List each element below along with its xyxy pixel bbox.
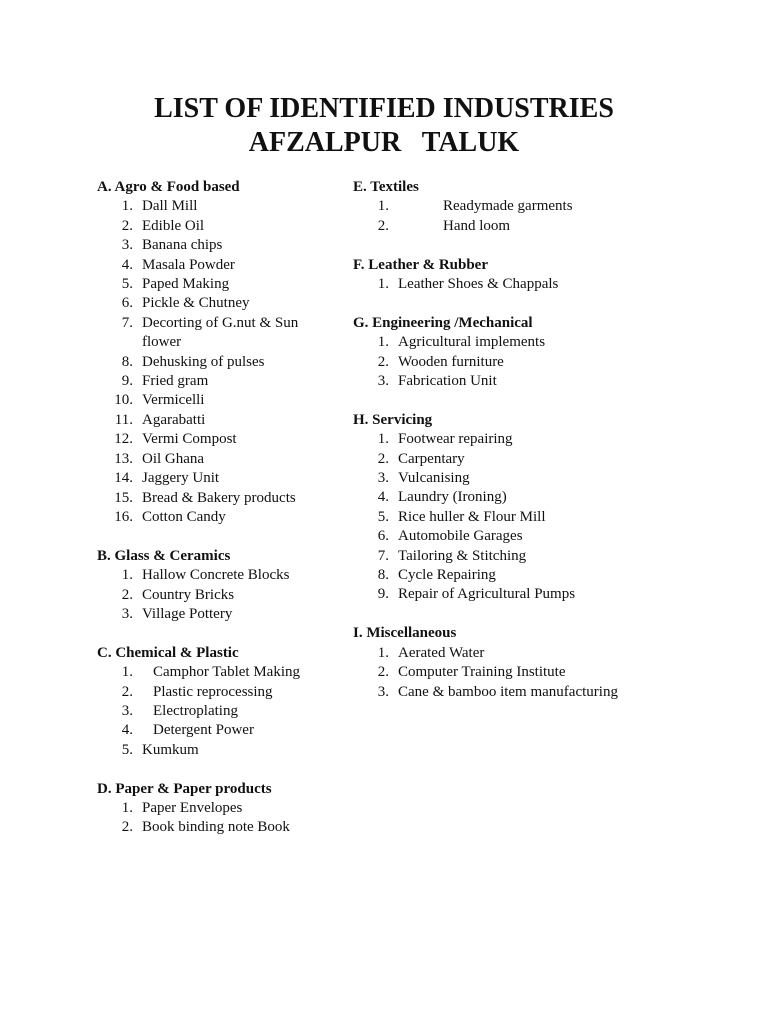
section-a: [97, 178, 337, 527]
item-number: 1.: [377, 276, 389, 293]
item-number: 15.: [114, 489, 133, 506]
industry-list: [353, 197, 633, 236]
item-number: 1.: [377, 198, 389, 215]
item-text: Cycle Repairing: [398, 567, 496, 584]
list-item: [353, 566, 633, 585]
item-text: Country Bricks: [142, 586, 235, 603]
item-number: 8.: [121, 353, 133, 370]
list-item: [97, 566, 337, 585]
item-number: 6.: [377, 528, 389, 545]
item-text: Wooden furniture: [398, 353, 504, 370]
section-heading: D. Paper & Paper products: [97, 780, 272, 797]
item-text: Computer Training Institute: [398, 664, 566, 681]
item-number: 11.: [114, 411, 133, 428]
item-text: Leather Shoes & Chappals: [398, 276, 559, 293]
item-number: 4.: [121, 722, 133, 739]
item-number: 3.: [121, 237, 133, 254]
item-text: Plastic reprocessing: [153, 683, 273, 700]
item-text: Repair of Agricultural Pumps: [398, 586, 576, 603]
industry-list: [97, 566, 337, 624]
item-text: Pickle & Chutney: [142, 295, 250, 312]
list-item: [97, 430, 337, 449]
list-item: [353, 275, 633, 294]
list-item: [353, 197, 633, 216]
industry-list: [353, 644, 633, 702]
industry-list: [97, 197, 337, 527]
list-item: [97, 294, 337, 313]
item-number: 9.: [377, 586, 389, 603]
item-text: Banana chips: [142, 237, 223, 254]
item-number: 1.: [121, 799, 133, 816]
section-g: [353, 314, 633, 392]
item-text: Dall Mill: [142, 198, 198, 215]
industry-list: [353, 430, 633, 605]
list-item: [97, 353, 337, 372]
list-item: [353, 353, 633, 372]
item-text: Paper Envelopes: [142, 799, 243, 816]
item-text: Camphor Tablet Making: [153, 664, 300, 681]
item-number: 2.: [377, 353, 389, 370]
item-number: 1.: [377, 644, 389, 661]
item-text: Agarabatti: [142, 411, 206, 428]
list-item: [97, 721, 337, 740]
list-item: [97, 275, 337, 294]
item-number: 3.: [377, 470, 389, 487]
list-item: [353, 488, 633, 507]
item-number: 2.: [121, 683, 133, 700]
industry-list: [353, 275, 633, 294]
item-text: Detergent Power: [153, 722, 254, 739]
item-text: Automobile Garages: [398, 528, 523, 545]
item-text: Rice huller & Flour Mill: [398, 508, 546, 525]
list-item: [97, 663, 337, 682]
list-item: [353, 683, 633, 702]
list-item: [353, 372, 633, 391]
section-h: [353, 411, 633, 605]
item-number: 16.: [114, 508, 133, 525]
item-text: Oil Ghana: [142, 450, 205, 467]
industry-list: [97, 663, 337, 760]
industry-list: [97, 799, 337, 838]
item-text: Agricultural implements: [398, 334, 546, 351]
item-text: Carpentary: [398, 450, 465, 467]
right-column: [353, 178, 633, 721]
item-text: Masala Powder: [142, 256, 235, 273]
item-text: Hallow Concrete Blocks: [142, 567, 290, 584]
list-item: [97, 799, 337, 818]
list-item: [97, 391, 337, 410]
list-item: [353, 333, 633, 352]
list-item: [97, 586, 337, 605]
left-column: [97, 178, 337, 857]
item-text: Kumkum: [142, 741, 199, 758]
section-heading: F. Leather & Rubber: [353, 256, 488, 273]
list-item: [97, 508, 337, 527]
list-item: [353, 217, 633, 236]
item-number: 5.: [121, 741, 133, 758]
item-text: Fabrication Unit: [398, 373, 497, 390]
section-heading: I. Miscellaneous: [353, 625, 457, 642]
title-line-1: LIST OF IDENTIFIED INDUSTRIES: [154, 93, 614, 124]
list-item: [353, 547, 633, 566]
item-number: 6.: [121, 295, 133, 312]
list-item: [97, 450, 337, 469]
item-number: 2.: [121, 819, 133, 836]
list-item: [353, 469, 633, 488]
section-heading: A. Agro & Food based: [97, 179, 240, 195]
item-number: 3.: [377, 373, 389, 390]
item-number: 5.: [377, 508, 389, 525]
section-heading: C. Chemical & Plastic: [97, 644, 239, 661]
section-i: [353, 624, 633, 702]
list-item: [97, 314, 337, 353]
list-item: [353, 450, 633, 469]
list-item: [97, 702, 337, 721]
item-text: Aerated Water: [398, 644, 485, 661]
item-number: 7.: [377, 547, 389, 564]
section-heading: B. Glass & Ceramics: [97, 547, 231, 564]
section-e: [353, 178, 633, 236]
list-item: [97, 818, 337, 837]
item-number: 3.: [121, 605, 133, 622]
section-heading: G. Engineering /Mechanical: [353, 314, 533, 331]
section-d: [97, 780, 337, 838]
item-text: Electroplating: [153, 702, 238, 719]
list-item: [97, 741, 337, 760]
item-text: Vulcanising: [398, 470, 470, 487]
list-item: [353, 508, 633, 527]
item-number: 2.: [121, 217, 133, 234]
document-title: [0, 92, 768, 160]
item-text: Cane & bamboo item manufacturing: [398, 683, 618, 700]
item-text: Fried gram: [142, 373, 209, 390]
item-text: Village Pottery: [142, 605, 233, 622]
item-number: 1.: [121, 198, 133, 215]
section-heading: H. Servicing: [353, 411, 433, 428]
item-number: 1.: [377, 431, 389, 448]
list-item: [97, 197, 337, 216]
section-b: [97, 547, 337, 625]
item-number: 5.: [121, 276, 133, 293]
section-f: [353, 256, 633, 295]
industry-list: [353, 333, 633, 391]
item-text: Bread & Bakery products: [142, 489, 296, 506]
item-number: 3.: [377, 683, 389, 700]
list-item: [353, 585, 633, 604]
item-number: 2.: [377, 664, 389, 681]
list-item: [353, 644, 633, 663]
section-heading: E. Textiles: [353, 179, 419, 195]
item-number: 2.: [377, 217, 389, 234]
item-text: Footwear repairing: [398, 431, 513, 448]
item-number: 8.: [377, 567, 389, 584]
list-item: [353, 430, 633, 449]
item-text: Dehusking of pulses: [142, 353, 265, 370]
item-text: Tailoring & Stitching: [398, 547, 527, 564]
item-number: 1.: [121, 567, 133, 584]
list-item: [97, 489, 337, 508]
item-text: Edible Oil: [142, 217, 205, 234]
item-text: Vermicelli: [142, 392, 205, 409]
item-number: 1.: [121, 664, 133, 681]
item-number: 1.: [377, 334, 389, 351]
item-text: Readymade garments: [443, 198, 573, 215]
item-number: 14.: [114, 470, 133, 487]
list-item: [353, 527, 633, 546]
list-item: [97, 256, 337, 275]
item-number: 9.: [121, 373, 133, 390]
title-line-2: AFZALPUR TALUK: [248, 127, 520, 158]
item-number: 4.: [377, 489, 389, 506]
item-number: 10.: [114, 392, 133, 409]
list-item: [97, 372, 337, 391]
item-text: Vermi Compost: [142, 431, 237, 448]
item-text: Decorting of G.nut & Sun flower: [142, 314, 299, 351]
item-text: Jaggery Unit: [142, 470, 220, 487]
item-text: Book binding note Book: [142, 819, 290, 836]
item-number: 2.: [121, 586, 133, 603]
list-item: [353, 663, 633, 682]
item-number: 13.: [114, 450, 133, 467]
list-item: [97, 236, 337, 255]
list-item: [97, 469, 337, 488]
item-number: 2.: [377, 450, 389, 467]
item-number: 4.: [121, 256, 133, 273]
list-item: [97, 605, 337, 624]
item-number: 7.: [121, 314, 133, 331]
item-text: Cotton Candy: [142, 508, 226, 525]
item-text: Laundry (Ironing): [398, 489, 507, 506]
item-text: Hand loom: [443, 217, 511, 234]
list-item: [97, 683, 337, 702]
list-item: [97, 411, 337, 430]
item-number: 12.: [114, 431, 133, 448]
section-c: [97, 644, 337, 760]
list-item: [97, 217, 337, 236]
item-number: 3.: [121, 702, 133, 719]
item-text: Paped Making: [142, 276, 230, 293]
